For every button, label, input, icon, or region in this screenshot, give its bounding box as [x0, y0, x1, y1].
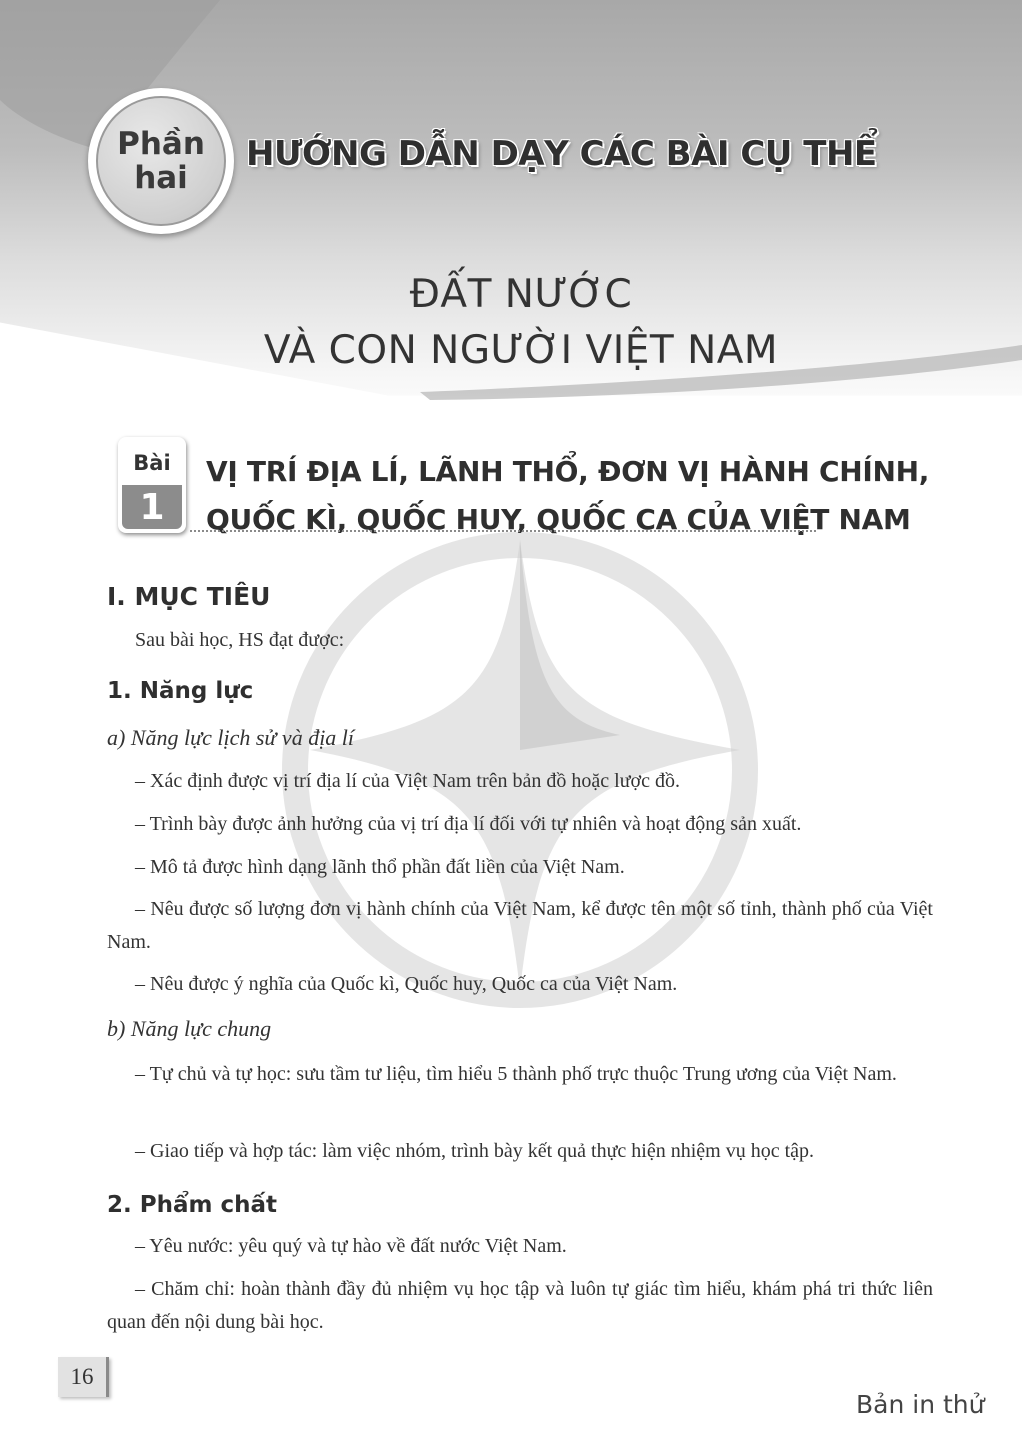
list-item: [107, 1058, 933, 1091]
list-item: [107, 1230, 933, 1263]
list-item-text: – Xác định được vị trí địa lí của Việt Nam trên bản đồ hoặc lược đồ.: [135, 770, 680, 792]
intro-text-content: Sau bài học, HS đạt được:: [135, 629, 345, 651]
subheading-general-competencies: b) Năng lực chung: [107, 1016, 272, 1041]
list-item-text: – Tự chủ và tự học: sưu tầm tư liệu, tìm hiểu 5 thành phố trực thuộc Trung ương của Việt Nam.: [135, 1063, 897, 1085]
theme-title-line2: VÀ CON NGƯỜI VIỆT NAM: [263, 328, 779, 373]
list-item: [107, 765, 933, 798]
subheading-history-geography: a) Năng lực lịch sử và địa lí: [107, 725, 355, 750]
list-item: [107, 851, 933, 884]
list-item-text: – Trình bày được ảnh hưởng của vị trí địa lí đối với tự nhiên và hoạt động sản xuất.: [135, 813, 802, 835]
list-item-text: – Mô tả được hình dạng lãnh thổ phần đất liền của Việt Nam.: [135, 856, 625, 878]
part-badge-line2: hai: [134, 160, 188, 196]
subheading-competencies: 1. Năng lực: [107, 678, 254, 704]
lesson-badge-number: 1: [122, 485, 182, 529]
intro-text: [107, 624, 933, 657]
subheading-qualities: 2. Phẩm chất: [107, 1192, 277, 1218]
lesson-title-line2: QUỐC KÌ, QUỐC HUY, QUỐC CA CỦA VIỆT NAM: [206, 503, 911, 536]
lesson-title-divider: [190, 530, 816, 532]
list-item: [107, 1273, 933, 1339]
lesson-badge-label: Bài: [122, 441, 182, 485]
part-badge-line1: Phần: [117, 126, 205, 162]
list-item: [107, 968, 933, 1001]
list-item-text: – Chăm chỉ: hoàn thành đầy đủ nhiệm vụ học tập và luôn tự giác tìm hiểu, khám phá tri thức liên quan đến nội dung bài học.: [107, 1278, 933, 1333]
list-item: [107, 808, 933, 841]
list-item-text: – Nêu được số lượng đơn vị hành chính của Việt Nam, kể được tên một số tỉnh, thành phố của Việt Nam.: [107, 898, 933, 953]
list-item-text: – Yêu nước: yêu quý và tự hào về đất nước Việt Nam.: [135, 1235, 567, 1257]
lesson-title-line1: VỊ TRÍ ĐỊA LÍ, LÃNH THỔ, ĐƠN VỊ HÀNH CHÍNH,: [206, 455, 930, 488]
part-title: HƯỚNG DẪN DẠY CÁC BÀI CỤ THỂ: [246, 134, 877, 174]
part-badge: [88, 88, 234, 234]
lesson-badge: [118, 437, 186, 533]
print-proof-mark: Bản in thử: [856, 1390, 985, 1419]
list-item-text: – Giao tiếp và hợp tác: làm việc nhóm, trình bày kết quả thực hiện nhiệm vụ học tập.: [135, 1140, 815, 1162]
part-badge-inner: [96, 96, 226, 226]
list-item-text: – Nêu được ý nghĩa của Quốc kì, Quốc huy, Quốc ca của Việt Nam.: [135, 973, 678, 995]
page-number: 16: [58, 1357, 109, 1397]
list-item: [107, 893, 933, 959]
theme-title-line1: ĐẤT NƯỚC: [409, 272, 633, 317]
list-item: [107, 1135, 933, 1168]
section-heading-objectives: I. MỤC TIÊU: [107, 582, 271, 611]
